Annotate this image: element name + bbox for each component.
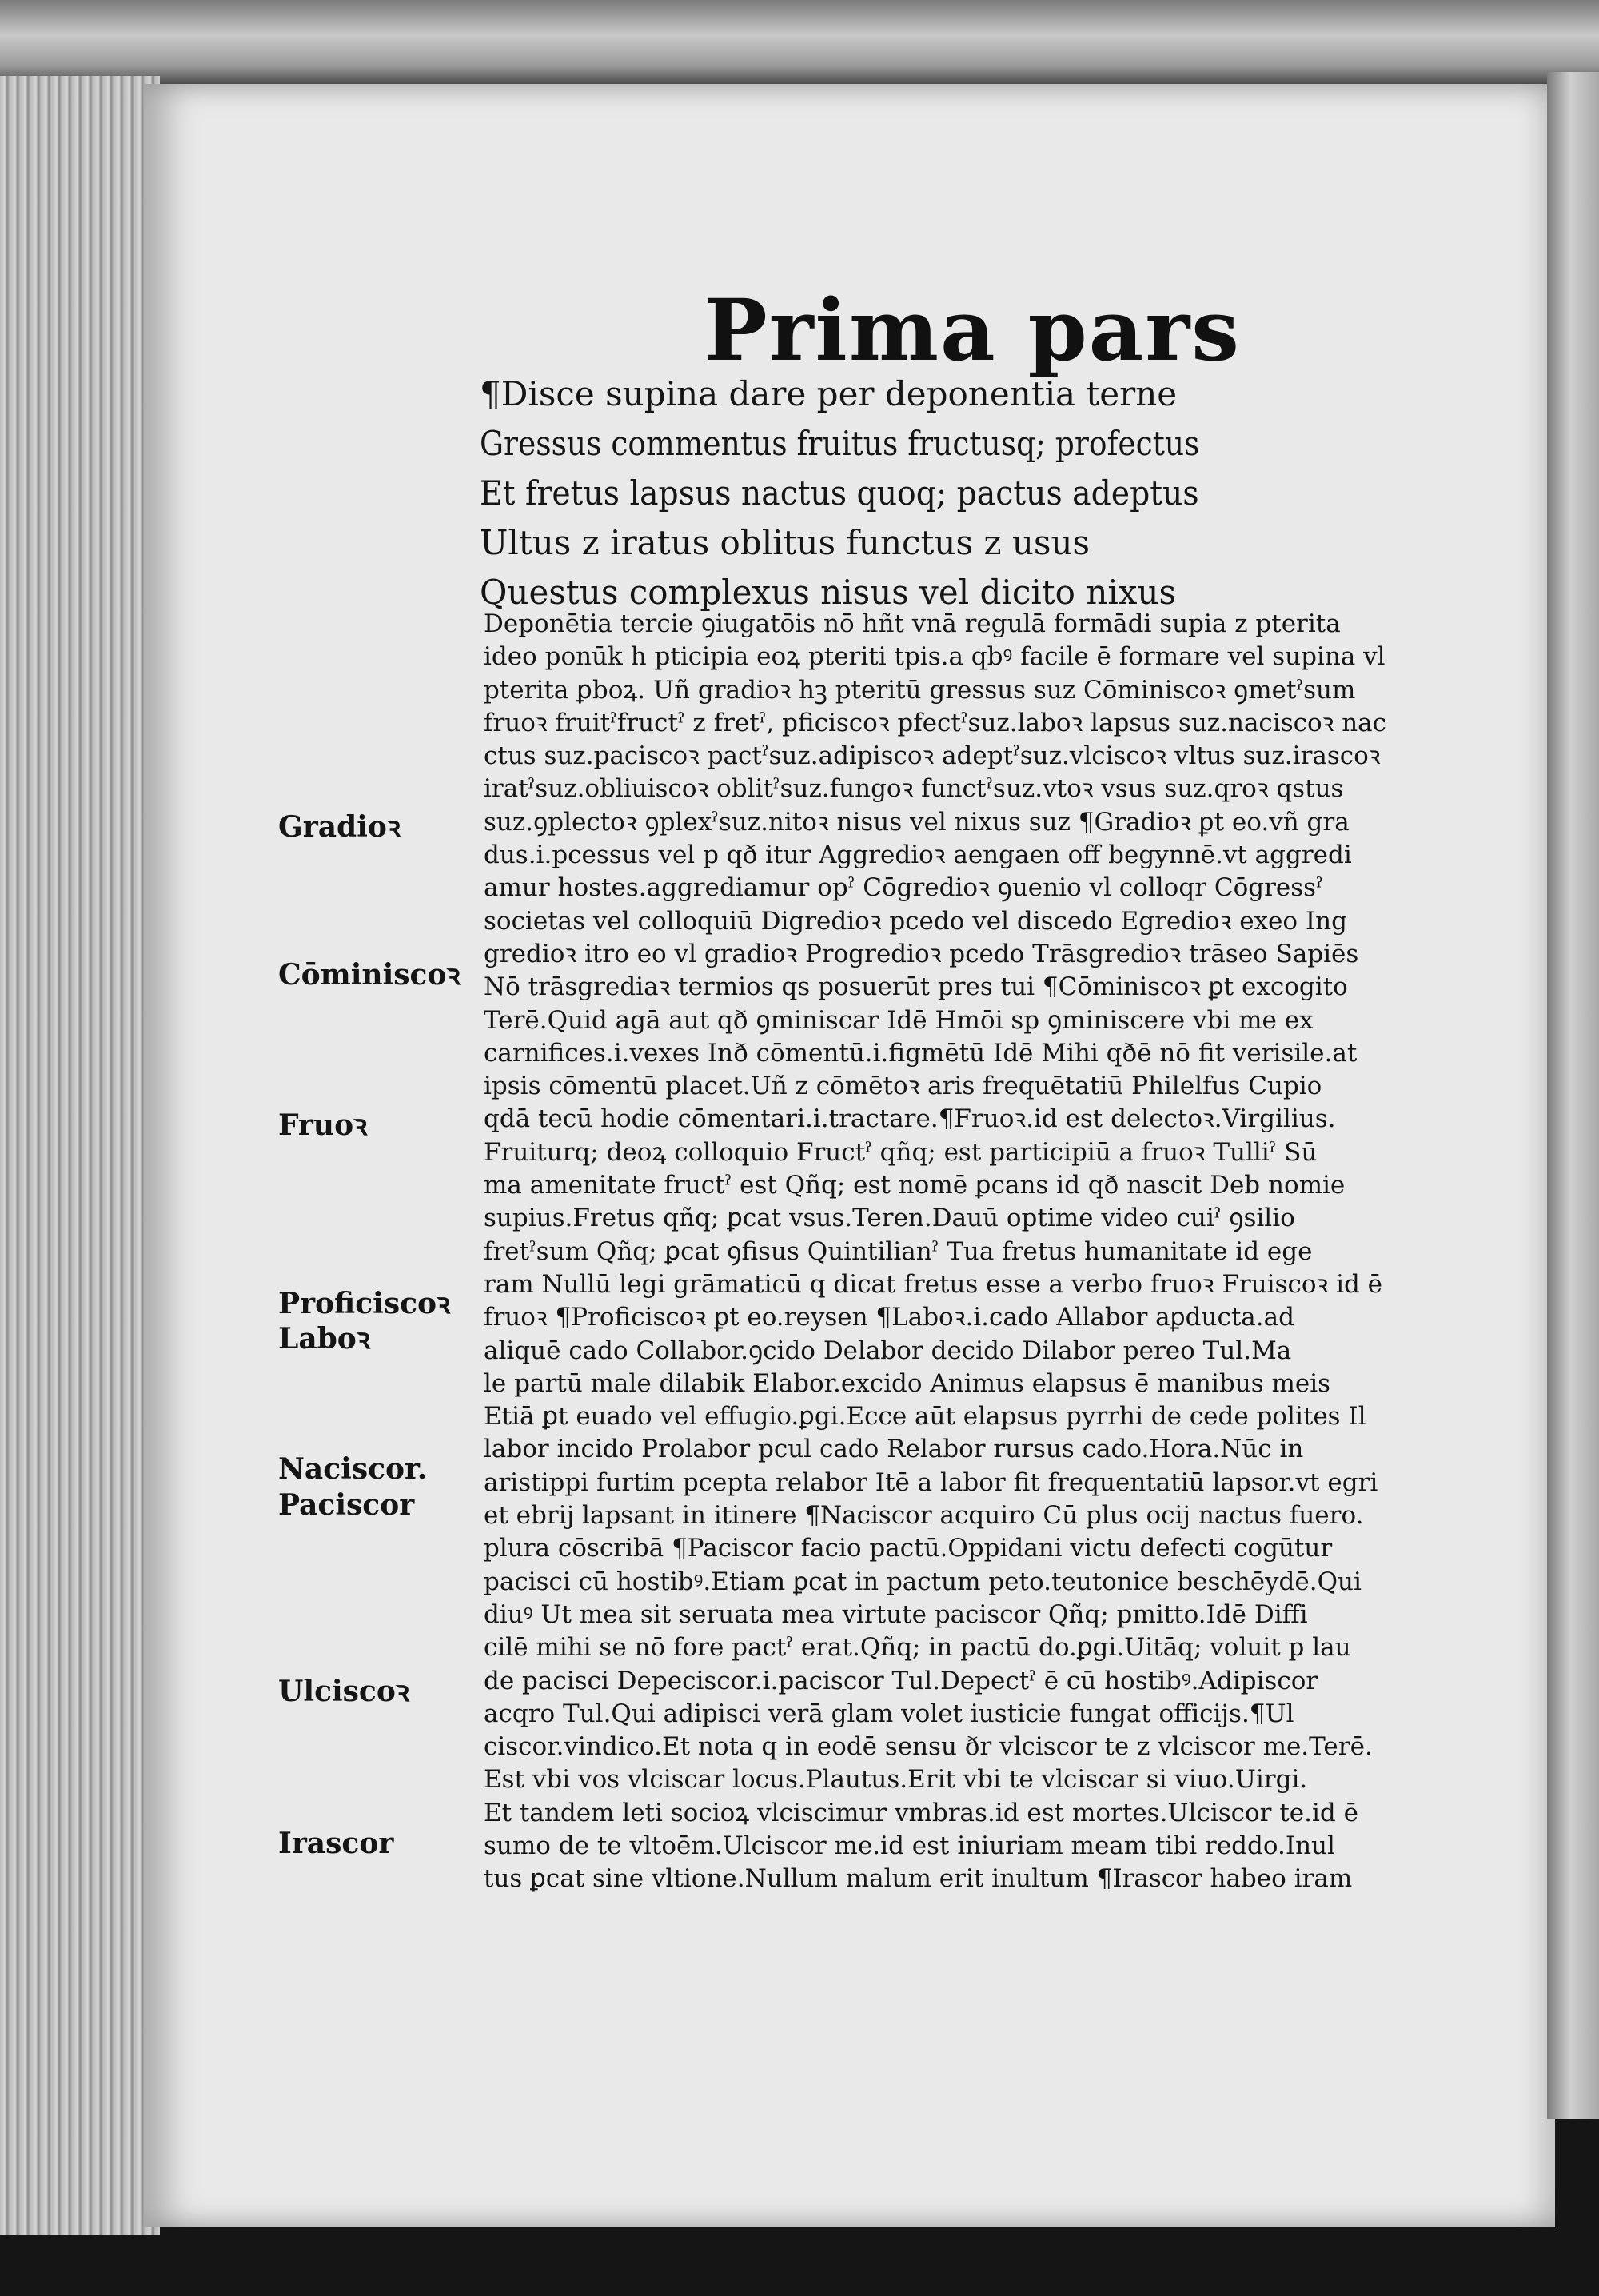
commentary-line: aristippi furtim pcepta relabor Itē a labor fit frequentatiū lapsor.vt egri — [484, 1467, 1378, 1497]
commentary-line: Est vbi vos vlciscar locus.Plautus.Erit vbi te vlciscar si viuo.Uirgi. — [484, 1765, 1308, 1795]
commentary-line: fruoꝛ fruitˀfructˀ z fretˀ, pficiscoꝛ pfectˀsuz.laboꝛ lapsus suz.naciscoꝛ nac — [484, 708, 1387, 737]
commentary-line: Deponētia tercie ꝯiugatōis nō hñt vnā regulā formādi supia z pterita — [484, 609, 1341, 638]
facing-page-edge — [1547, 72, 1599, 2119]
commentary-line: fretˀsum Qñq; ꝑcat ꝯfisus Quintilianˀ Tua fretus humanitate id ege — [484, 1236, 1313, 1266]
verse-block — [480, 369, 1283, 617]
marginal-note: Naciscor. — [278, 1452, 428, 1486]
commentary-line: acqro Tul.Qui adipisci verā glam volet iusticie fungat officijs.¶Ul — [484, 1699, 1294, 1728]
commentary-line: Etiā ꝑt euado vel effugio.ꝑgi.Ecce aūt elapsus pyrrhi de cede polites Il — [484, 1402, 1366, 1432]
commentary-line: iratˀsuz.obliuiscoꝛ oblitˀsuz.fungoꝛ functˀsuz.vtoꝛ vsus suz.qroꝛ qstus — [484, 774, 1344, 804]
commentary-line: plura cōscribā ¶Paciscor facio pactū.Oppidani victu defecti cogūtur — [484, 1534, 1333, 1563]
marginal-note: Fruoꝛ — [278, 1108, 368, 1142]
commentary-line: fruoꝛ ¶Proficiscoꝛ ꝑt eo.reysen ¶Laboꝛ.i.cado Allabor aꝑducta.ad — [484, 1303, 1294, 1332]
commentary-line: dus.i.pcessus vel p qð itur Aggredioꝛ aengaen off begynnē.vt aggredi — [484, 841, 1352, 870]
commentary-line: sumo de te vltoēm.Ulciscor me.id est iniuriam meam tibi reddo.Inul — [484, 1831, 1335, 1860]
marginal-note: Gradioꝛ — [278, 810, 401, 844]
commentary-line: Fruiturq; deoꝝ colloquio Fructˀ qñq; est participiū a fruoꝛ Tulliˀ Sū — [484, 1137, 1318, 1167]
commentary-line: ciscor.vindico.Et nota q in eodē sensu ðr vlciscor te z vlciscor me.Terē. — [484, 1732, 1373, 1762]
commentary-line: carnifices.i.vexes Inð cōmentū.i.figmētū Idē Mihi qðē nō fit verisile.at — [484, 1038, 1358, 1068]
book-top-edge — [0, 0, 1599, 88]
commentary-line: suz.ꝯplectoꝛ ꝯplexˀsuz.nitoꝛ nisus vel nixus suz ¶Gradioꝛ ꝑt eo.vñ gra — [484, 807, 1350, 837]
verse-line: Questus complexus nisus vel dicito nixus — [480, 573, 1177, 612]
commentary-line: amur hostes.aggrediamur opˀ Cōgredioꝛ ꝯuenio vl colloqr Cōgressˀ — [484, 873, 1323, 903]
commentary-line: qdā tecū hodie cōmentari.i.tractare.¶Fruoꝛ.id est delectoꝛ.Virgilius. — [484, 1104, 1336, 1134]
marginal-note: Cōminiscoꝛ — [278, 958, 461, 992]
marginal-note: Proficiscoꝛ — [278, 1287, 451, 1320]
commentary-line: Et tandem leti socioꝝ vlciscimur vmbras.id est mortes.Ulciscor te.id ē — [484, 1798, 1358, 1827]
commentary-line: le partū male dilabik Elabor.excido Animus elapsus ē manibus meis — [484, 1368, 1331, 1398]
verse-line: ¶Disce supina dare per deponentia terne — [480, 374, 1178, 413]
commentary-line: pacisci cū hostibꝰ.Etiam ꝑcat in pactum peto.teutonice beschēydē.Qui — [484, 1567, 1362, 1596]
commentary-block — [484, 608, 1386, 1896]
commentary-line: ipsis cōmentū placet.Uñ z cōmētoꝛ aris frequētatiū Philelfus Cupio — [484, 1072, 1322, 1101]
commentary-line: labor incido Prolabor pcul cado Relabor rursus cado.Hora.Nūc in — [484, 1435, 1304, 1464]
marginal-note: Laboꝛ — [278, 1322, 370, 1356]
commentary-line: diuꝰ Ut mea sit seruata mea virtute paciscor Qñq; pmitto.Idē Diffi — [484, 1599, 1308, 1629]
marginal-note: Paciscor — [278, 1488, 415, 1522]
verse-line: Gressus commentus fruitus fructusq; profectus — [480, 424, 1200, 463]
commentary-line: gredioꝛ itro eo vl gradioꝛ Progredioꝛ pcedo Trāsgredioꝛ trāseo Sapiēs — [484, 939, 1359, 968]
commentary-line: ideo ponūk h pticipia eoꝝ pteriti tpis.a qbꝰ facile ē formare vel supina vl — [484, 642, 1386, 672]
commentary-line: societas vel colloquiū Digredioꝛ pcedo vel discedo Egredioꝛ exeo Ing — [484, 906, 1347, 936]
commentary-line: aliquē cado Collabor.ꝯcido Delabor decido Dilabor pereo Tul.Ma — [484, 1336, 1292, 1365]
commentary-line: pterita ꝑboꝝ. Uñ gradioꝛ hꝫ pteritū gressus suz Cōminiscoꝛ ꝯmetˀsum — [484, 675, 1356, 705]
commentary-line: et ebrij lapsant in itinere ¶Naciscor acquiro Cū plus ocij nactus fuero. — [484, 1501, 1364, 1531]
commentary-line: Terē.Quid agā aut qð ꝯminiscar Idē Hmōi sp ꝯminiscere vbi me ex — [484, 1005, 1314, 1035]
page-heading: Prima pars — [704, 280, 1241, 380]
commentary-line: ctus suz.paciscoꝛ pactˀsuz.adipiscoꝛ adeptˀsuz.vlciscoꝛ vltus suz.irascoꝛ — [484, 741, 1381, 771]
marginal-note: Irascor — [278, 1827, 394, 1860]
verse-line: Et fretus lapsus nactus quoq; pactus adeptus — [480, 473, 1199, 513]
commentary-line: ram Nullū legi grāmaticū q dicat fretus esse a verbo fruoꝛ Fruiscoꝛ id ē — [484, 1269, 1383, 1299]
commentary-line: de pacisci Depeciscor.i.paciscor Tul.Depectˀ ē cū hostibꝰ.Adipiscor — [484, 1666, 1318, 1695]
commentary-line: ma amenitate fructˀ est Qñq; est nomē ꝑcans id qð nascit Deb nomie — [484, 1171, 1346, 1200]
commentary-line: supius.Fretus qñq; ꝑcat vsus.Teren.Dauū optime video cuiˀ ꝯsilio — [484, 1204, 1295, 1233]
commentary-line: Nō trāsgrediaꝛ termios qs posuerūt pres tui ¶Cōminiscoꝛ ꝑt excogito — [484, 972, 1348, 1002]
commentary-line: tus ꝑcat sine vltione.Nullum malum erit inultum ¶Irascor habeo iram — [484, 1864, 1353, 1894]
page-stack-left — [0, 76, 160, 2235]
marginal-note: Ulciscoꝛ — [278, 1675, 409, 1708]
commentary-line: cilē mihi se nō fore pactˀ erat.Qñq; in pactū do.ꝑgi.Uitāq; voluit p lau — [484, 1633, 1351, 1663]
verse-line: Ultus z iratus oblitus functus z usus — [480, 523, 1091, 562]
